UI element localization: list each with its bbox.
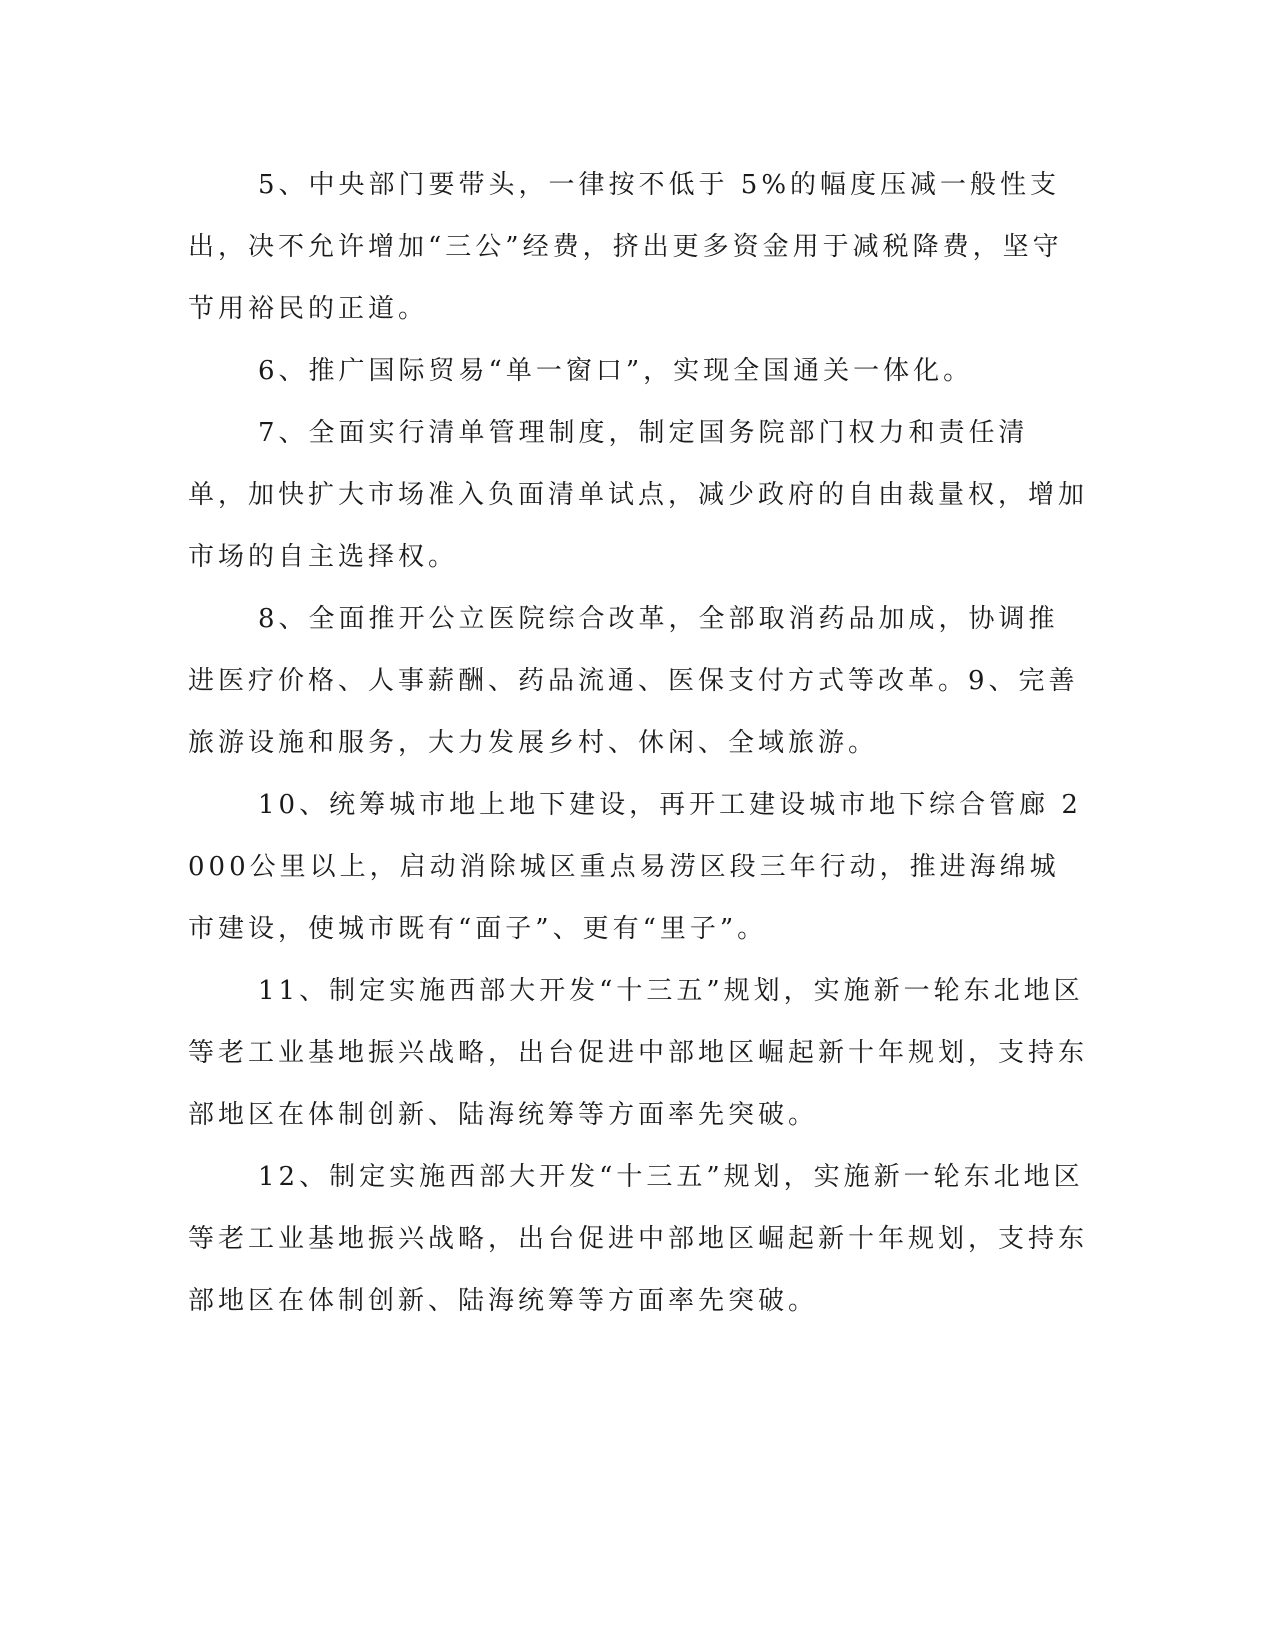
paragraph-10: 10、统筹城市地上地下建设，再开工建设城市地下综合管廊 2000公里以上，启动消除城区重点易涝区段三年行动，推进海绵城市建设，使城市既有“面子”、更有“里子”。 [188,790,1082,944]
paragraph-8-9: 8、全面推开公立医院综合改革，全部取消药品加成，协调推进医疗价格、人事薪酬、药品流通、医保支付方式等改革。9、完善旅游设施和服务，大力发展乡村、休闲、全域旅游。 [188,604,1079,758]
paragraph-6: 6、推广国际贸易“单一窗口”，实现全国通关一体化。 [258,356,974,386]
paragraph-11: 11、制定实施西部大开发“十三五”规划，实施新一轮东北地区等老工业基地振兴战略，出台促进中部地区崛起新十年规划，支持东部地区在体制创新、陆海统筹等方面率先突破。 [188,976,1089,1130]
paragraph-5: 5、中央部门要带头，一律按不低于 5%的幅度压减一般性支出，决不允许增加“三公”经费，挤出更多资金用于减税降费，坚守节用裕民的正道。 [188,170,1063,324]
paragraph-12: 12、制定实施西部大开发“十三五”规划，实施新一轮东北地区等老工业基地振兴战略，出台促进中部地区崛起新十年规划，支持东部地区在体制创新、陆海统筹等方面率先突破。 [188,1162,1089,1316]
paragraph-7: 7、全面实行清单管理制度，制定国务院部门权力和责任清单，加快扩大市场准入负面清单试点，减少政府的自由裁量权，增加市场的自主选择权。 [188,418,1089,572]
document-body [188,154,1088,1332]
